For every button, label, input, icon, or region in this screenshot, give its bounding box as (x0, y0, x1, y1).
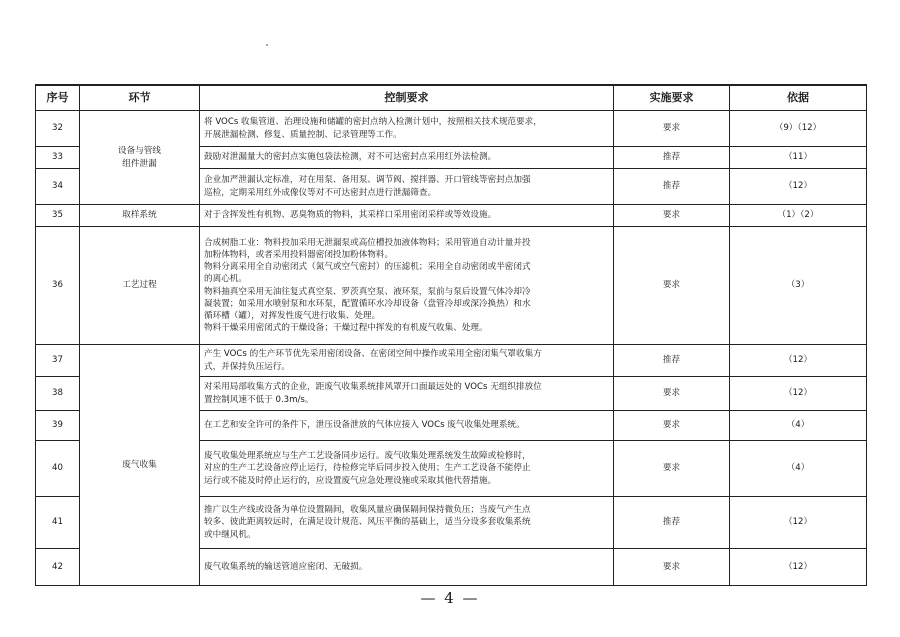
implementation-cell: 要求 (614, 111, 730, 147)
implementation-cell: 要求 (614, 205, 730, 227)
table-row (36, 111, 867, 147)
requirement-line: 式，并保持负压运行。 (204, 361, 290, 372)
requirement-cell (200, 169, 614, 205)
requirement-line: 物料干燥采用密闭式的干燥设备；干燥过程中挥发的有机废气收集、处理。 (204, 323, 488, 334)
stage-equipment-leak (80, 111, 200, 205)
requirement-cell (200, 345, 614, 377)
requirement-line: 企业加严泄漏认定标准，对在用泵、备用泵、调节阀、搅拌器、开口管线等密封点加强 (204, 175, 531, 186)
implementation-cell: 推荐 (614, 345, 730, 377)
row-number: 33 (36, 147, 80, 169)
basis-cell: （9）（12） (730, 111, 867, 147)
implementation-cell: 要求 (614, 441, 730, 497)
implementation-cell: 推荐 (614, 497, 730, 549)
requirement-line: 或中继风机。 (204, 529, 256, 540)
implementation-cell: 要求 (614, 549, 730, 586)
scan-speck (266, 44, 268, 46)
header-no: 序号 (36, 85, 80, 111)
stage-label: 设备与管线 (118, 146, 161, 157)
requirement-line: 开展泄漏检测、修复、质量控制、记录管理等工作。 (204, 129, 402, 140)
requirement-line: 鼓励对泄漏量大的密封点实施包袋法检测，对不可达密封点采用红外法检测。 (204, 152, 497, 163)
requirement-line: 在工艺和安全许可的条件下，泄压设备泄放的气体应接入 VOCs 废气收集处理系统。 (204, 420, 525, 431)
basis-cell: （4） (730, 411, 867, 441)
requirement-line: 将 VOCs 收集管道、治理设施和储罐的密封点纳入检测计划中，按照相关技术规范要求， (204, 117, 542, 128)
row-number: 42 (36, 549, 80, 586)
requirement-line: 的离心机。 (204, 274, 247, 285)
requirement-line: 凝装置；如采用水喷射泵和水环泵，配置循环水冷却设备（盘管冷却或深冷换热）和水 (204, 298, 531, 309)
requirement-line: 运行或不能及时停止运行的，应设置废气应急处理设施或采取其他代替措施。 (204, 475, 497, 486)
requirement-cell (200, 549, 614, 586)
implementation-cell: 要求 (614, 411, 730, 441)
row-number: 35 (36, 205, 80, 227)
requirement-cell (200, 205, 614, 227)
requirement-line: 废气收集系统的输送管道应密闭、无破损。 (204, 561, 368, 572)
header-stage: 环节 (80, 85, 200, 111)
stage-label: 组件泄漏 (122, 158, 157, 169)
requirement-cell (200, 227, 614, 345)
requirement-line: 巡检，定期采用红外成像仪等对不可达密封点进行泄漏筛查。 (204, 187, 437, 198)
row-number: 32 (36, 111, 80, 147)
table-row (36, 205, 867, 227)
table-row (36, 345, 867, 377)
control-requirements-table (35, 84, 867, 586)
basis-cell: （12） (730, 345, 867, 377)
requirement-line: 对于含挥发性有机物、恶臭物质的物料，其采样口采用密闭采样或等效设施。 (204, 210, 497, 221)
stage-waste-gas: 废气收集 (80, 345, 200, 586)
requirement-cell (200, 377, 614, 411)
header-requirement: 控制要求 (200, 85, 614, 111)
basis-cell: （12） (730, 377, 867, 411)
header-basis: 依据 (730, 85, 867, 111)
requirement-line: 废气收集处理系统应与生产工艺设备同步运行。废气收集处理系统发生故障或检修时， (204, 451, 531, 462)
requirement-line: 合成树脂工业：物料投加采用无泄漏泵或高位槽投加液体物料；采用管道自动计量并投 (204, 237, 531, 248)
requirement-line: 对采用局部收集方式的企业，距废气收集系统排风罩开口面最远处的 VOCs 无组织排放位 (204, 382, 542, 393)
page-number: — 4 — (420, 589, 480, 607)
basis-cell: （12） (730, 169, 867, 205)
requirement-cell (200, 441, 614, 497)
stage-sampling: 取样系统 (80, 205, 200, 227)
header-implementation: 实施要求 (614, 85, 730, 111)
requirement-cell (200, 111, 614, 147)
implementation-cell: 要求 (614, 227, 730, 345)
requirement-cell (200, 497, 614, 549)
requirement-line: 置控制风速不低于 0.3m/s。 (204, 394, 314, 405)
requirement-cell (200, 411, 614, 441)
requirement-line: 物料抽真空采用无油往复式真空泵、罗茨真空泵、液环泵，泵前与泵后设置气体冷却冷 (204, 286, 531, 297)
row-number: 41 (36, 497, 80, 549)
implementation-cell: 推荐 (614, 147, 730, 169)
row-number: 38 (36, 377, 80, 411)
requirement-cell (200, 147, 614, 169)
basis-cell: （4） (730, 441, 867, 497)
basis-cell: （1）（2） (730, 205, 867, 227)
implementation-cell: 推荐 (614, 169, 730, 205)
basis-cell: （12） (730, 497, 867, 549)
requirement-line: 较多、彼此距离较远时，在满足设计规范、风压平衡的基础上，适当分设多套收集系统 (204, 517, 531, 528)
table-header-row (36, 85, 867, 111)
basis-cell: （12） (730, 549, 867, 586)
basis-cell: （3） (730, 227, 867, 345)
row-number: 37 (36, 345, 80, 377)
requirement-line: 加粉体物料，或者采用投料器密闭投加粉体物料。 (204, 249, 394, 260)
basis-cell: （11） (730, 147, 867, 169)
table-row (36, 227, 867, 345)
stage-process: 工艺过程 (80, 227, 200, 345)
row-number: 34 (36, 169, 80, 205)
requirement-line: 产生 VOCs 的生产环节优先采用密闭设备、在密闭空间中操作或采用全密闭集气罩收集方 (204, 349, 542, 360)
row-number: 36 (36, 227, 80, 345)
requirement-line: 对应的生产工艺设备应停止运行，待检修完毕后同步投入使用；生产工艺设备不能停止 (204, 463, 531, 474)
requirement-line: 推广以生产线或设备为单位设置隔间，收集风量应确保隔间保持微负压；当废气产生点 (204, 505, 531, 516)
requirement-line: 循环槽（罐），对挥发性废气进行收集、处理。 (204, 310, 381, 321)
row-number: 39 (36, 411, 80, 441)
implementation-cell: 要求 (614, 377, 730, 411)
row-number: 40 (36, 441, 80, 497)
requirement-line: 物料分离采用全自动密闭式（氮气或空气密封）的压滤机；采用全自动密闭或半密闭式 (204, 262, 531, 273)
